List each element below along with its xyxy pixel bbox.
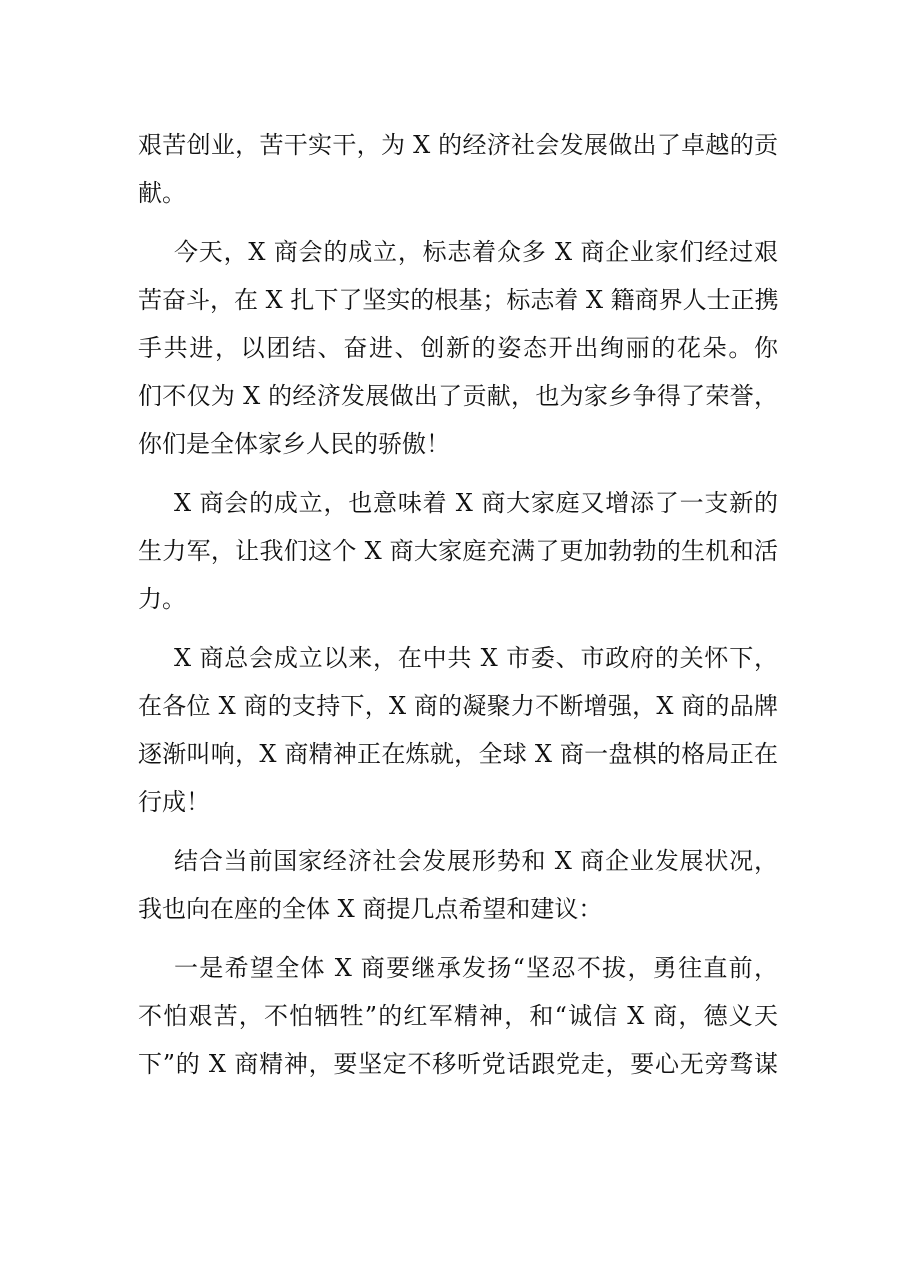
text-line: 一是希望全体 X 商要继承发扬“坚忍不拔，勇往直前， [174,954,778,982]
text-line: 我也向在座的全体 X 商提几点希望和建议： [138,895,603,923]
text-line: 不怕艰苦，不怕牺牲”的红军精神，和“诚信 X 商，德义天 [138,1002,778,1030]
text-line: 力。 [138,585,186,613]
paragraph-3 [138,479,778,623]
text-line: 结合当前国家经济社会发展形势和 X 商企业发展状况， [174,847,778,875]
text-line: 今天，X 商会的成立，标志着众多 X 商企业家们经过艰 [174,238,778,266]
text-line: 艰苦创业，苦干实干，为 X 的经济社会发展做出了卓越的贡 [138,131,778,159]
paragraph-6 [138,944,778,1088]
paragraph-4 [138,634,778,826]
text-line: 下”的 X 商精神，要坚定不移听党话跟党走，要心无旁骛谋 [138,1050,778,1078]
paragraph-1 [138,121,778,217]
text-line: 逐渐叫响，X 商精神正在炼就，全球 X 商一盘棋的格局正在 [138,740,778,768]
text-line: 生力军，让我们这个 X 商大家庭充满了更加勃勃的生机和活 [138,537,778,565]
text-line: X 商总会成立以来，在中共 X 市委、市政府的关怀下， [174,644,778,672]
text-line: 手共进，以团结、奋进、创新的姿态开出绚丽的花朵。你 [138,334,778,362]
text-line: 们不仅为 X 的经济发展做出了贡献，也为家乡争得了荣誉， [138,382,778,410]
paragraph-2 [138,228,778,468]
text-line: X 商会的成立，也意味着 X 商大家庭又增添了一支新的 [174,489,778,517]
text-line: 苦奋斗，在 X 扎下了坚实的根基；标志着 X 籍商界人士正携 [138,286,779,314]
text-line: 在各位 X 商的支持下，X 商的凝聚力不断增强，X 商的品牌 [138,692,778,720]
paragraph-5 [138,837,778,933]
text-line: 行成！ [138,788,210,816]
document-body [138,121,778,1099]
text-line: 献。 [138,179,186,207]
text-line: 你们是全体家乡人民的骄傲！ [138,430,450,458]
